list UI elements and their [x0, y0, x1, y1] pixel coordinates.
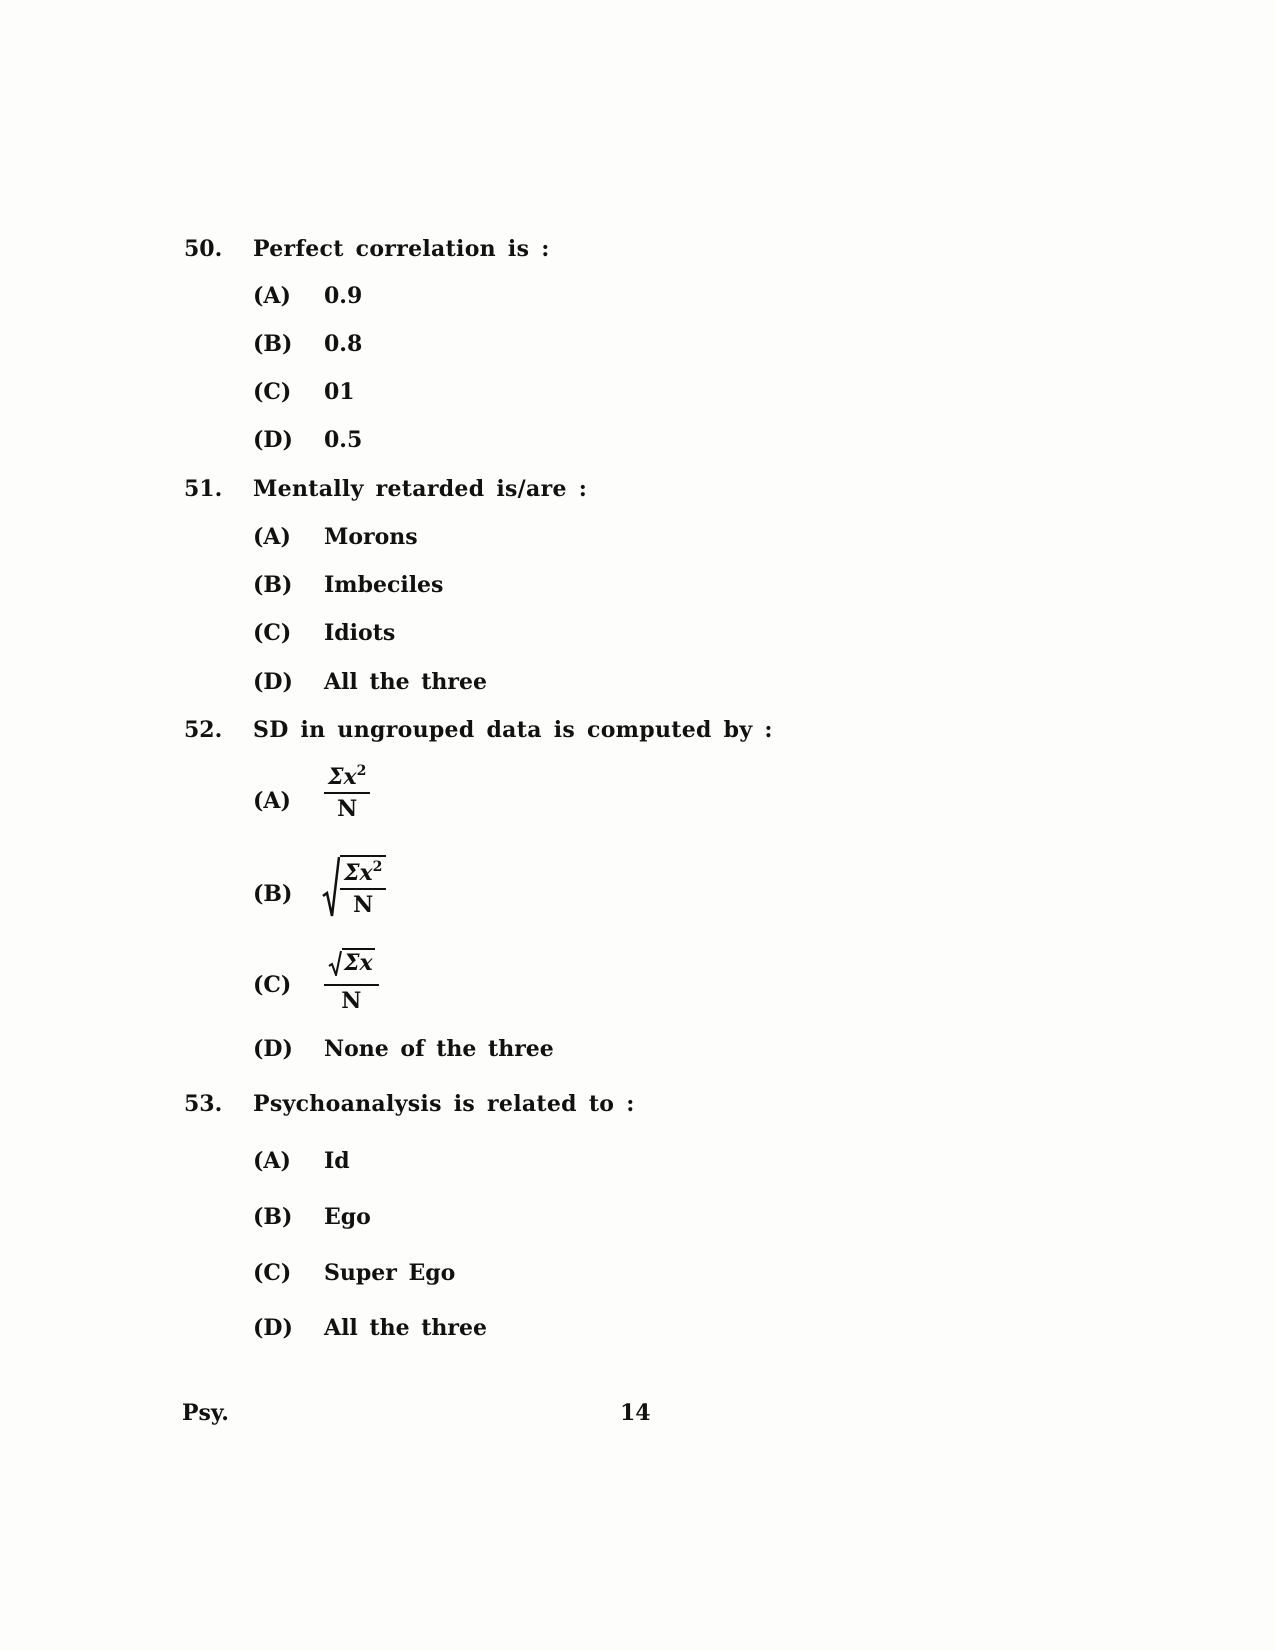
option-text: Morons	[324, 524, 418, 550]
option-label: (B)	[253, 331, 293, 357]
option-label: (B)	[253, 1204, 293, 1230]
option-label: (A)	[253, 283, 291, 309]
formula-numerator	[324, 763, 370, 794]
formula-numerator	[340, 859, 386, 890]
option-text: 0.8	[324, 331, 363, 357]
formula-numerator	[324, 948, 379, 986]
question-text: Psychoanalysis is related to :	[253, 1091, 635, 1117]
option-label: (C)	[253, 972, 292, 998]
question-text: Perfect correlation is :	[253, 236, 550, 262]
option-label: (B)	[253, 881, 293, 907]
option-text: 0.5	[324, 427, 363, 453]
option-label: (D)	[253, 669, 293, 695]
option-label: (A)	[253, 524, 291, 550]
question-number: 52.	[184, 717, 223, 743]
question-number: 53.	[184, 1091, 223, 1117]
option-text: Idiots	[324, 620, 396, 646]
formula-denominator: N	[353, 892, 374, 918]
option-label: (D)	[253, 1036, 293, 1062]
formula-denominator: N	[337, 796, 358, 822]
formula-radicand: Σx	[344, 950, 373, 976]
question-number: 51.	[184, 476, 223, 502]
option-text: None of the three	[324, 1036, 554, 1062]
option-text: 01	[324, 379, 355, 405]
formula-sum-x: Σx	[344, 860, 373, 886]
page-number: 14	[620, 1400, 651, 1426]
option-label: (B)	[253, 572, 293, 598]
option-text: Ego	[324, 1204, 371, 1230]
radical-sign-icon	[322, 856, 340, 918]
option-label: (D)	[253, 427, 293, 453]
radical-sign-icon	[328, 950, 342, 976]
option-text: All the three	[324, 1315, 487, 1341]
option-label: (C)	[253, 379, 292, 405]
question-text: Mentally retarded is/are :	[253, 476, 588, 502]
option-label: (C)	[253, 1260, 292, 1286]
option-text: Super Ego	[324, 1260, 456, 1286]
question-text: SD in ungrouped data is computed by :	[253, 717, 773, 743]
option-label: (D)	[253, 1315, 293, 1341]
option-text: All the three	[324, 669, 487, 695]
option-text: Id	[324, 1148, 350, 1174]
question-number: 50.	[184, 236, 223, 262]
formula-exponent: 2	[372, 859, 383, 875]
formula-sqrt-body	[340, 855, 386, 918]
option-text: Imbeciles	[324, 572, 444, 598]
formula-denominator: N	[341, 988, 362, 1014]
formula-inner-sqrt	[328, 948, 375, 976]
option-label: (C)	[253, 620, 292, 646]
subject-code: Psy.	[182, 1400, 229, 1426]
formula-fraction	[324, 763, 370, 822]
formula-sqrt-fraction	[322, 855, 386, 918]
formula-fraction	[324, 948, 379, 1014]
option-label: (A)	[253, 788, 291, 814]
option-text: 0.9	[324, 283, 363, 309]
option-label: (A)	[253, 1148, 291, 1174]
formula-exponent: 2	[356, 763, 367, 779]
formula-sum-x: Σx	[328, 764, 357, 790]
